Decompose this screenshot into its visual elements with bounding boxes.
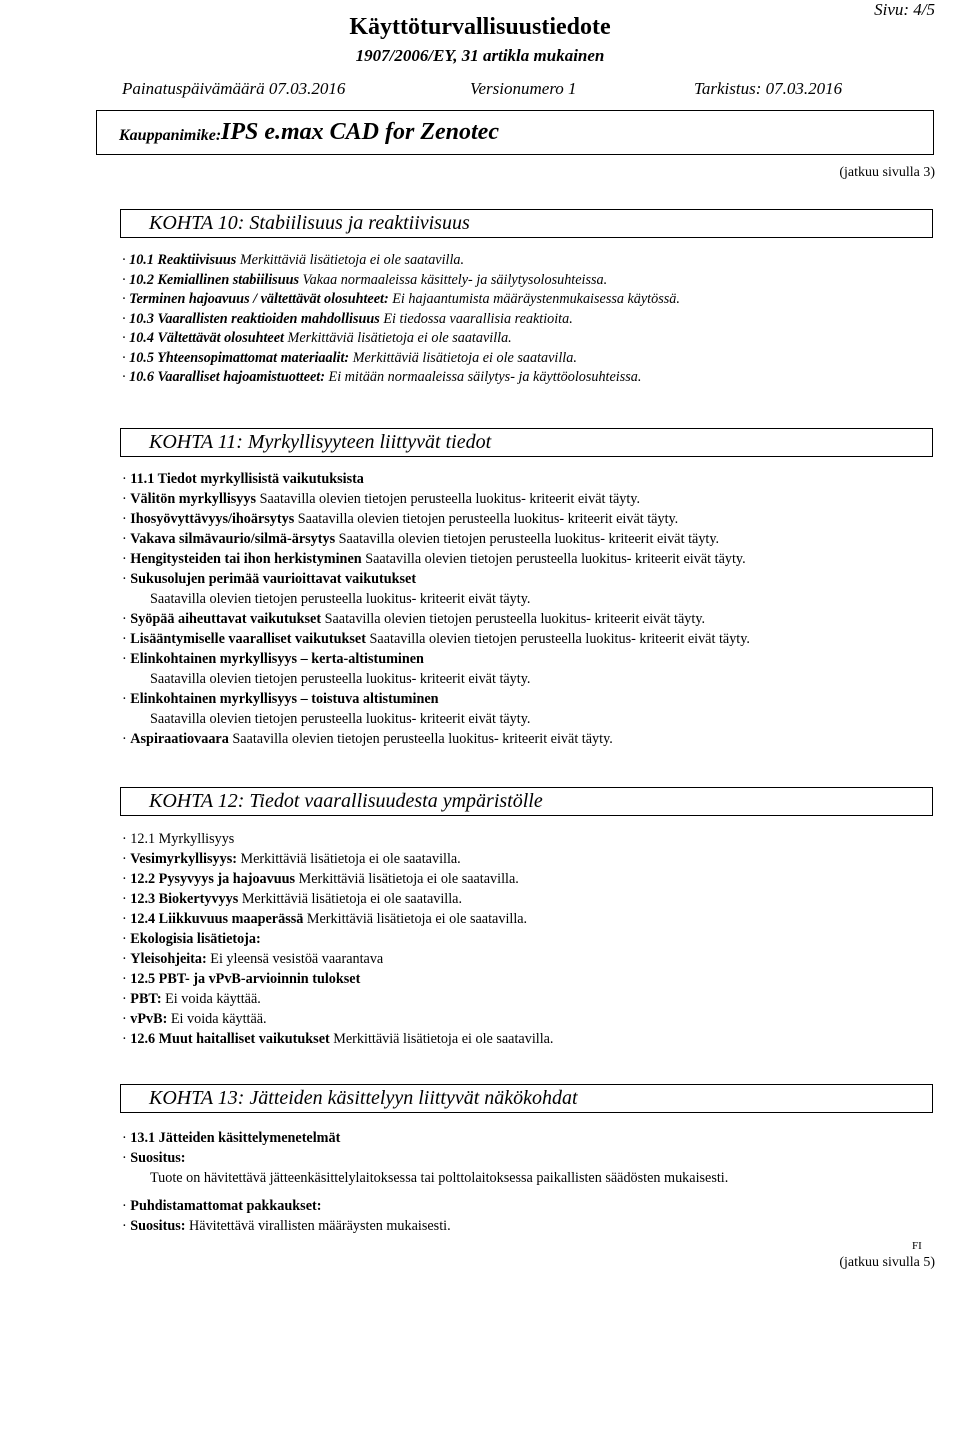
section-13-body [122, 1128, 934, 1238]
section-11-header: KOHTA 11: Myrkyllisyyteen liittyvät tiedot [120, 428, 933, 457]
section-12-body [122, 829, 934, 1054]
section-10-line: · Terminen hajoavuus / vältettävät olosuhteet: Ei hajaantumista määräystenmukaisessa käytössä. [122, 291, 680, 307]
section-12-line: · vPvB: Ei voida käyttää. [122, 1011, 267, 1027]
section-11-line: · Sukusolujen perimää vaurioittavat vaikutukset [122, 571, 417, 587]
section-10-line: · 10.4 Vältettävät olosuhteet Merkittäviä lisätietoja ei ole saatavilla. [122, 330, 512, 346]
section-12-line: · Yleisohjeita: Ei yleensä vesistöä vaarantava [122, 951, 384, 967]
section-13-line: · Puhdistamattomat pakkaukset: [122, 1198, 322, 1214]
section-11-line: Saatavilla olevien tietojen perusteella luokitus- kriteerit eivät täyty. [150, 711, 531, 727]
section-11-line: · Elinkohtainen myrkyllisyys – kerta-altistuminen [122, 651, 424, 667]
continued-from: (jatkuu sivulla 3) [839, 165, 935, 180]
section-11-line: · Hengitysteiden tai ihon herkistyminen Saatavilla olevien tietojen perusteella luokitus- kriteerit eivät täyty. [122, 551, 746, 567]
section-10-line: · 10.1 Reaktiivisuus Merkittäviä lisätietoja ei ole saatavilla. [122, 252, 465, 268]
section-10-line: · 10.3 Vaarallisten reaktioiden mahdollisuus Ei tiedossa vaarallisia reaktioita. [122, 310, 573, 327]
section-11-line: Saatavilla olevien tietojen perusteella luokitus- kriteerit eivät täyty. [150, 591, 531, 607]
section-12-line: · Ekologisia lisätietoja: [122, 931, 261, 947]
section-13-line: · Suositus: Hävitettävä virallisten määräysten mukaisesti. [122, 1218, 451, 1234]
trade-name: IPS e.max CAD for Zenotec [221, 119, 499, 145]
section-11-line: · 11.1 Tiedot myrkyllisistä vaikutuksista [122, 471, 364, 487]
section-12-line: · 12.6 Muut haitalliset vaikutukset Merkittäviä lisätietoja ei ole saatavilla. [122, 1031, 554, 1047]
section-10-line: · 10.6 Vaaralliset hajoamistuotteet: Ei mitään normaaleissa säilytys- ja käyttöolosuhteissa. [122, 369, 642, 385]
section-12-header: KOHTA 12: Tiedot vaarallisuudesta ympäristölle [120, 787, 933, 816]
section-10-body [122, 250, 934, 395]
version-number: Versionumero 1 [470, 79, 577, 98]
continued-to: (jatkuu sivulla 5) [839, 1255, 935, 1270]
section-11-line: · Aspiraatiovaara Saatavilla olevien tietojen perusteella luokitus- kriteerit eivät täyty. [122, 731, 613, 747]
section-11-line: · Välitön myrkyllisyys Saatavilla olevien tietojen perusteella luokitus- kriteerit eivät täyty. [122, 491, 640, 507]
section-13-header: KOHTA 13: Jätteiden käsittelyyn liittyvät näkökohdat [120, 1084, 933, 1113]
section-11-line: · Syöpää aiheuttavat vaikutukset Saatavilla olevien tietojen perusteella luokitus- kriteerit eivät täyty. [122, 611, 706, 627]
section-12-line: · 12.1 Myrkyllisyys [122, 831, 235, 847]
section-11-body [122, 469, 934, 754]
section-10-header: KOHTA 10: Stabiilisuus ja reaktiivisuus [120, 209, 933, 238]
section-12-line: · 12.3 Biokertyvyys Merkittäviä lisätietoja ei ole saatavilla. [122, 891, 463, 907]
document-title: Käyttöturvallisuustiedote [349, 14, 611, 40]
section-13-line: · 13.1 Jätteiden käsittelymenetelmät [122, 1130, 341, 1146]
section-11-line: · Elinkohtainen myrkyllisyys – toistuva altistuminen [122, 691, 439, 707]
section-12-line: · 12.2 Pysyvyys ja hajoavuus Merkittäviä lisätietoja ei ole saatavilla. [122, 871, 519, 887]
section-11-line: · Vakava silmävaurio/silmä-ärsytys Saatavilla olevien tietojen perusteella luokitus- kriteerit eivät täyty. [122, 531, 720, 547]
section-12-line: · 12.4 Liikkuvuus maaperässä Merkittäviä lisätietoja ei ole saatavilla. [122, 911, 528, 927]
revision-date: Tarkistus: 07.03.2016 [694, 79, 843, 98]
section-11-line: · Lisääntymiselle vaaralliset vaikutukset Saatavilla olevien tietojen perusteella luokitus- kriteerit eivät täyty. [122, 631, 750, 647]
section-12-line: · PBT: Ei voida käyttää. [122, 991, 261, 1007]
section-10-line: · 10.2 Kemiallinen stabiilisuus Vakaa normaaleissa käsittely- ja säilytysolosuhteissa. [122, 271, 608, 288]
print-date: Painatuspäivämäärä 07.03.2016 [122, 79, 346, 98]
page-number: Sivu: 4/5 [874, 0, 935, 19]
document-subtitle: 1907/2006/EY, 31 artikla mukainen [355, 46, 605, 65]
trade-name-box [96, 110, 934, 155]
section-12-line: · 12.5 PBT- ja vPvB-arvioinnin tulokset [122, 971, 361, 987]
trade-name-label: Kauppanimike: [119, 127, 222, 144]
section-10-line: · 10.5 Yhteensopimattomat materiaalit: Merkittäviä lisätietoja ei ole saatavilla. [122, 349, 577, 366]
language-code: FI [912, 1240, 922, 1252]
section-12-line: · Vesimyrkyllisyys: Merkittäviä lisätietoja ei ole saatavilla. [122, 851, 461, 867]
section-13-line: · Suositus: [122, 1150, 186, 1166]
section-11-line: Saatavilla olevien tietojen perusteella luokitus- kriteerit eivät täyty. [150, 671, 531, 687]
section-11-line: · Ihosyövyttävyys/ihoärsytys Saatavilla olevien tietojen perusteella luokitus- kriteerit eivät täyty. [122, 511, 679, 527]
section-13-line: Tuote on hävitettävä jätteenkäsittelylaitoksessa tai polttolaitoksessa paikallisten säädösten mukaisesti. [150, 1170, 729, 1186]
